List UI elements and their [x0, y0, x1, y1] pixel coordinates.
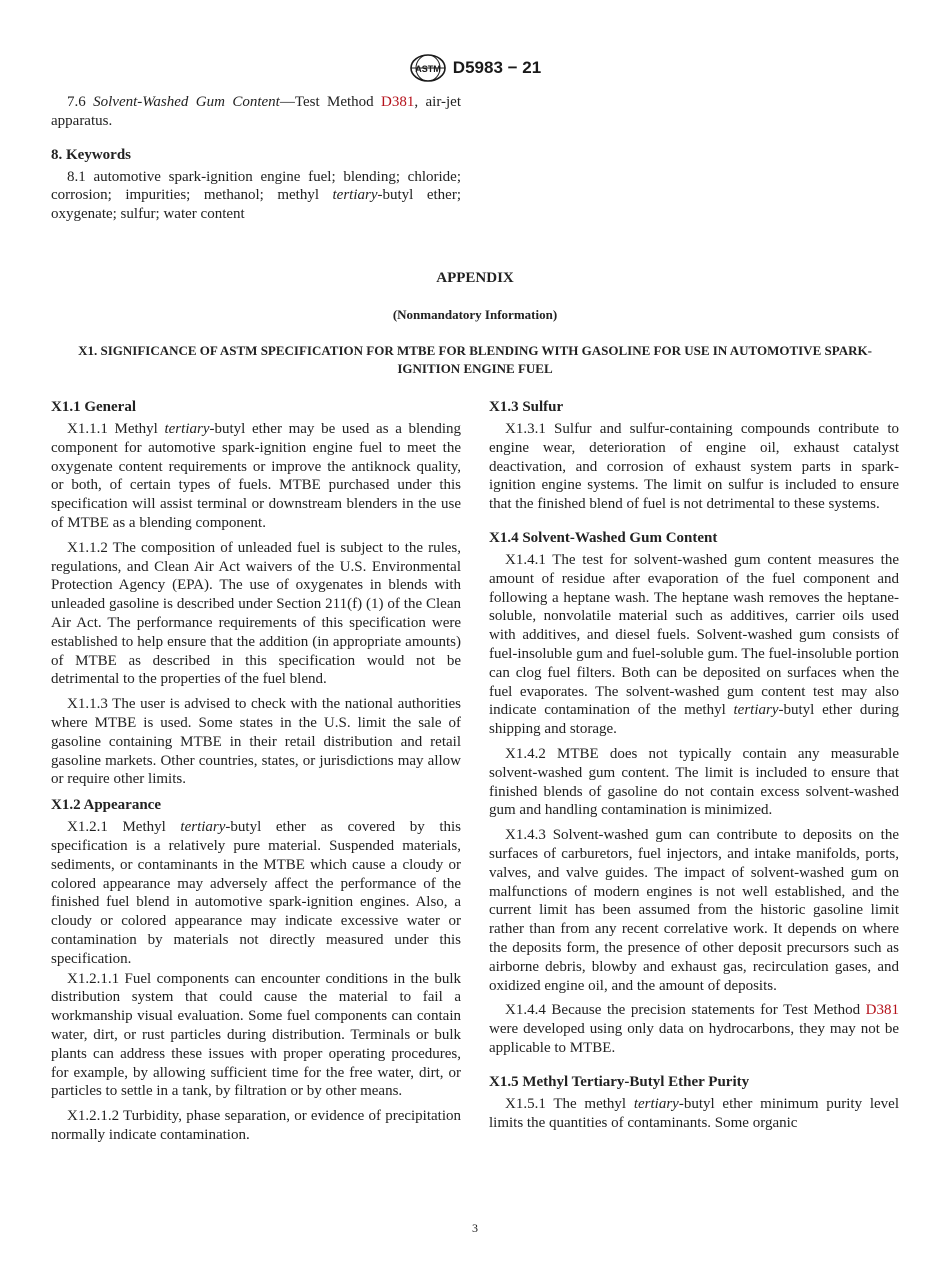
x1-2-1-1-paragraph: X1.2.1.1 Fuel components can encounter conditions in the bulk distribution system that could cause the material to fail a workmanship visual evaluation. Some fuel components can contain water, dirt, or rust particles during distribution. Terminals or bulk plants can address these issues with proper operating procedures, for example, by allowing sufficient time for the free water, dirt, or particles to settle in a tank, by filtration or by other means. [51, 970, 461, 1100]
section-7-6: 7.6 Solvent-Washed Gum Content—Test Method D381, air-jet apparatus. [51, 94, 462, 129]
keywords-heading: 8. Keywords [51, 146, 131, 163]
x1-1-3-paragraph: X1.1.3 The user is advised to check with the national authorities where MTBE is used. Some states in the U.S. limit the sale of gasoline containing MTBE in their retail distribution and retail gasoline markets. Other countries, states, or jurisdictions may allow or require other limits. [51, 696, 461, 788]
x1-4-3-paragraph: X1.4.3 Solvent-washed gum can contribute to deposits on the surfaces of carburetors, fuel injectors, and intake manifolds, ports, valves, and valve guides. The impact of solvent-washed gum on malfunctions of modern engines is not well established, and the current limit has been assumed from the historic gasoline limit rather than from any recent correlative work. It depends on where the deposits form, the presence of other deposit precursors such as airborne debris, blowby and exhaust gas, recirculation gases, and oxidized engine oil, and the amount of deposits. [489, 827, 899, 994]
x1-title: X1. SIGNIFICANCE OF ASTM SPECIFICATION FOR MTBE FOR BLENDING WITH GASOLINE FOR USE IN AUTOMOTIVE SPARK-IGNITION ENGINE FUEL [78, 343, 872, 376]
x1-3-1-paragraph: X1.3.1 Sulfur and sulfur-containing compounds contribute to engine wear, deterioration of engine oil, exhaust catalyst deactivation, and corrosion of exhaust system parts in spark-ignition engine systems. The limit on sulfur is included to ensure that the finished blend of fuel is not detrimental to these systems. [489, 421, 899, 513]
x1-3-heading: X1.3 Sulfur [489, 399, 564, 415]
d381-link[interactable]: D381 [381, 94, 415, 110]
svg-text:ASTM: ASTM [415, 64, 441, 74]
page-number: 3 [472, 1221, 478, 1235]
x1-5-1-paragraph: X1.5.1 The methyl tertiary-butyl ether minimum purity level limits the quantities of contaminants. Some organic [489, 1095, 899, 1131]
x1-4-2-paragraph: X1.4.2 MTBE does not typically contain any measurable solvent-washed gum content. The limit is included to ensure that finished blends of gasoline do not contain excess solvent-washed gum and handling contamination is minimized. [489, 745, 899, 819]
astm-logo-icon [409, 53, 447, 83]
keywords-paragraph: 8.1 automotive spark-ignition engine fuel; blending; chloride; corrosion; impurities; methanol; methyl tertiary-butyl ether; oxygenate; sulfur; water content [51, 168, 461, 223]
x1-1-2-paragraph: X1.1.2 The composition of unleaded fuel is subject to the rules, regulations, and Clean Air Act waivers of the U.S. Environmental Protection Agency (EPA). The use of oxygenates in blends with unleaded gasoline is described under Section 211(f) (1) of the Clean Air Act. The performance requirements of this specification were established to help ensure that the addition (in appropriate amounts) of MTBE as described in this specification would not be detrimental to the properties of the fuel blend. [51, 539, 461, 688]
x1-2-1-paragraph: X1.2.1 Methyl tertiary-butyl ether as covered by this specification is a relatively pure material. Suspended materials, sediments, or contaminants in the MTBE which cause a cloudy or colored appearance may adversely affect the performance of the finished fuel blend in automotive spark-ignition engines. Also, a cloudy or colored appearance may indicate excessive water or contamination by materials not directly measured under this specification. [51, 819, 461, 967]
document-designation: D5983 − 21 [452, 58, 542, 77]
x1-2-1-2-paragraph: X1.2.1.2 Turbidity, phase separation, or evidence of precipitation normally indicate contamination. [51, 1108, 461, 1143]
appendix-subtitle: (Nonmandatory Information) [392, 307, 558, 322]
left-column [51, 397, 461, 1151]
x1-4-1-paragraph: X1.4.1 The test for solvent-washed gum content measures the amount of residue after evaporation of the fuel component and following a heptane wash. The heptane wash removes the heptane-soluble, nonvolatile material such as additives, carrier oils used with additives, and diesel fuels. Solvent-washed gum consists of fuel-insoluble gum and fuel-soluble gum. The fuel-insoluble portion can clog fuel filters. Both can be deposited on surfaces when the fuel evaporates. The solvent-washed gum content test may also indicate contamination of the methyl tertiary-butyl ether during shipping and storage. [489, 551, 899, 738]
right-column [489, 397, 899, 1138]
document-header [0, 50, 950, 86]
x1-5-heading: X1.5 Methyl Tertiary-Butyl Ether Purity [489, 1073, 750, 1090]
x1-1-heading: X1.1 General [51, 399, 136, 415]
top-left-column [51, 93, 461, 230]
appendix-title: APPENDIX [436, 270, 514, 286]
x1-1-1-paragraph: X1.1.1 Methyl tertiary-butyl ether may be used as a blending component for automotive spark-ignition engine fuel to meet the oxygenate content requirements or improve the antiknock quality, or both, of certain types of fuels. MTBE purchased under this specification will assist terminal or downstream blenders in the use of MTBE as a blending component. [51, 421, 461, 531]
d381-link-2[interactable]: D381 [865, 1002, 899, 1019]
x1-4-4-paragraph: X1.4.4 Because the precision statements for Test Method D381 were developed using only data on hydrocarbons, they may not be applicable to MTBE. [489, 1002, 899, 1056]
x1-4-heading: X1.4 Solvent-Washed Gum Content [489, 529, 718, 546]
x1-2-heading: X1.2 Appearance [51, 797, 161, 814]
